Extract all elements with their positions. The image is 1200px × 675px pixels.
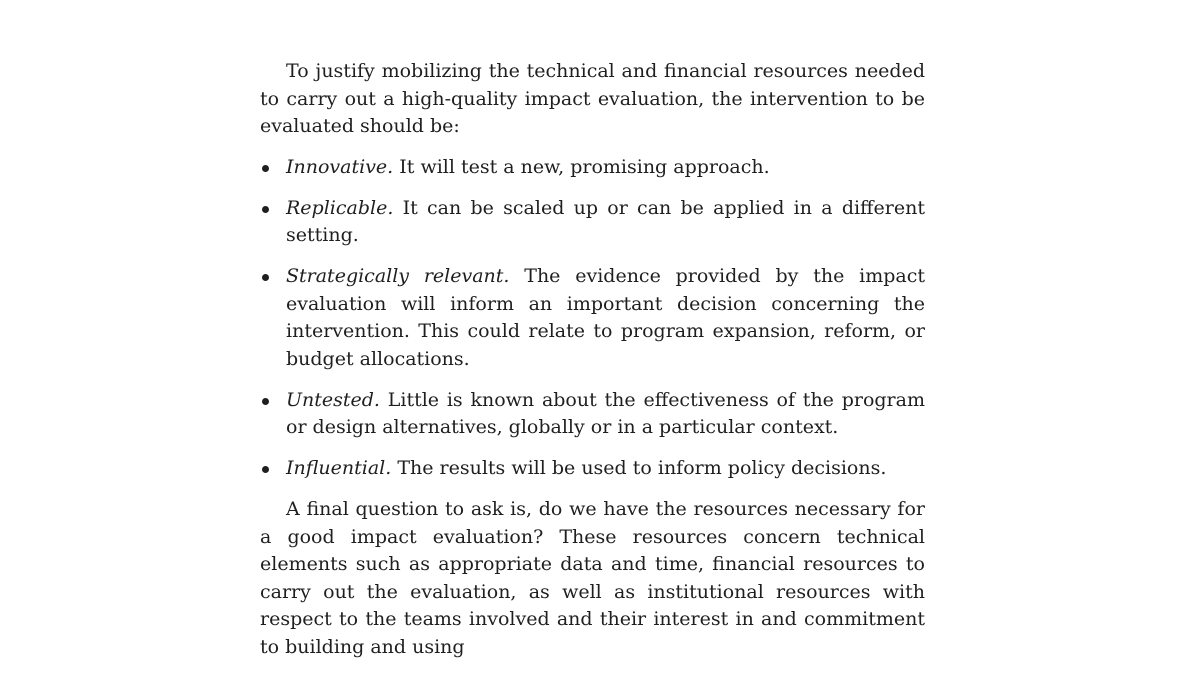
- intro-paragraph: To justify mobilizing the technical and financial resources needed to carry out a high-quality impact evaluation, the intervention to be evaluated should be:: [260, 60, 925, 137]
- bullet-icon: [262, 398, 269, 405]
- bullet-term: Innovative.: [286, 155, 394, 178]
- bullet-term: Influential.: [286, 457, 392, 479]
- list-item: [260, 154, 925, 182]
- bullet-text: It can be scaled up or can be applied in a different setting.: [286, 196, 925, 246]
- bullet-term: Replicable.: [286, 196, 394, 219]
- bullet-text: Little is known about the effectiveness of the program or design alternatives, globally or in a particular context.: [286, 388, 925, 438]
- bullet-text: The results will be used to inform policy decisions.: [391, 457, 887, 479]
- list-item: [260, 387, 925, 442]
- criteria-list: [260, 154, 925, 483]
- bullet-term: Untested.: [286, 388, 380, 411]
- closing-paragraph: A final question to ask is, do we have the resources necessary for a good impact evaluation? These resources concern technical elements such as appropriate data and time, financial resources to carry out the evaluation, as well as institutional resources with respect to the teams involved and their interest in and commitment to building and using: [260, 498, 925, 658]
- bullet-icon: [262, 274, 269, 281]
- bullet-text: The evidence provided by the impact evaluation will inform an important decision concerning the intervention. This could relate to program expansion, reform, or budget allocations.: [286, 265, 925, 370]
- bullet-text: It will test a new, promising approach.: [393, 155, 770, 178]
- bullet-term: Strategically relevant.: [286, 265, 510, 287]
- list-item: [260, 263, 925, 373]
- list-item: [260, 455, 925, 483]
- document-page: [260, 58, 925, 661]
- bullet-icon: [262, 206, 269, 213]
- bullet-icon: [262, 165, 269, 172]
- list-item: [260, 195, 925, 250]
- bullet-icon: [262, 466, 269, 473]
